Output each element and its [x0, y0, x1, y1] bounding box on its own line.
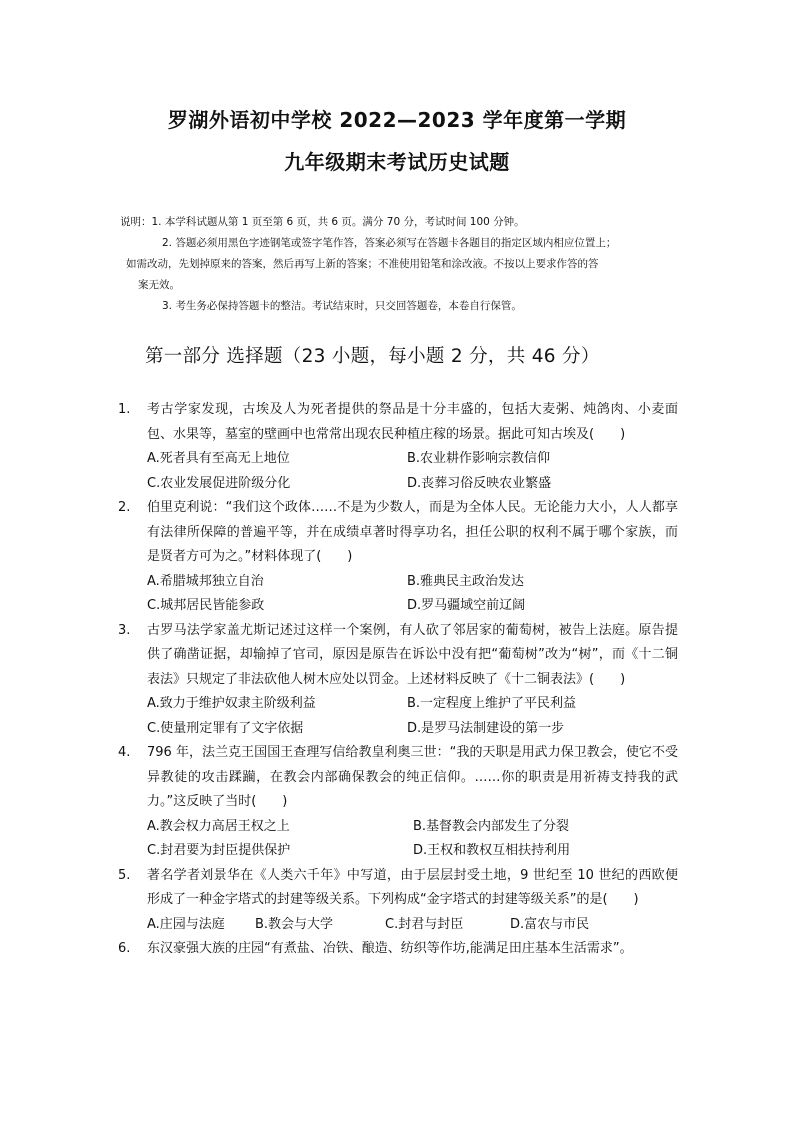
option-d: D.王权和教权互相扶持利用 — [413, 843, 571, 858]
option-d: D.是罗马法制建设的第一步 — [407, 720, 565, 736]
question-number: 4. — [118, 745, 131, 760]
instruction-1: 说明：1. 本学科试题从第 1 页至第 6 页，共 6 页。满分 70 分，考试时间 100 分钟。 — [120, 216, 525, 228]
option-c: C.封君要为封臣提供保护 — [147, 843, 291, 858]
option-b: B.一定程度上维护了平民利益 — [407, 696, 577, 711]
question-text: 考古学家发现，古埃及人为死者提供的祭品是十分丰盛的，包括大麦粥、炖鸽肉、小麦面包、水果等，墓室的壁画中也常常出现农民种植庄稼的场景。据此可知古埃及( ) — [147, 402, 678, 442]
question-2 — [118, 496, 678, 619]
section-title: 第一部分 选择题（23 小题，每小题 2 分，共 46 分） — [145, 346, 600, 367]
instruction-2-line2: 如需改动，先划掉原来的答案，然后再写上新的答案；不准使用铅笔和涂改液。不按以上要求作答的答 — [126, 258, 599, 270]
question-number: 6. — [118, 941, 131, 956]
question-5 — [118, 864, 678, 938]
instructions-label: 说明： — [120, 216, 152, 228]
option-a: A.庄园与法庭 — [147, 916, 225, 932]
question-text: 东汉豪强大族的庄园“有煮盐、冶铁、酿造、纺织等作坊,能满足田庄基本生活需求”。 — [147, 941, 633, 956]
option-c: C.城邦居民皆能参政 — [147, 598, 265, 613]
option-d: D.富农与市民 — [510, 916, 590, 932]
instruction-2-line1: 2. 答题必须用黑色字迹钢笔或签字笔作答，答案必须写在答题卡各题目的指定区域内相应位置上； — [162, 237, 617, 249]
question-1 — [118, 398, 678, 496]
question-6 — [118, 937, 678, 962]
option-b: B.教会与大学 — [255, 916, 334, 932]
option-a: A.死者具有至高无上地位 — [147, 451, 290, 466]
question-4 — [118, 741, 678, 864]
option-a: A.教会权力高居王权之上 — [147, 818, 290, 834]
exam-title-line2: 九年级期末考试历史试题 — [284, 150, 510, 174]
option-d: D.罗马疆域空前辽阔 — [407, 598, 526, 613]
question-text: 著名学者刘景华在《人类六千年》中写道，由于层层封受土地，9 世纪至 10 世纪的西欧便形成了一种金字塔式的封建等级关系。下列构成“金字塔式的封建等级关系”的是( ) — [147, 867, 678, 907]
instruction-2-line3: 案无效。 — [138, 279, 180, 291]
exam-title-line1: 罗湖外语初中学校 2022—2023 学年度第一学期 — [167, 108, 627, 132]
option-d: D.丧葬习俗反映农业繁盛 — [407, 475, 552, 491]
option-a: A.致力于维护奴隶主阶级利益 — [147, 696, 316, 711]
option-b: B.农业耕作影响宗教信仰 — [407, 451, 551, 466]
question-number: 2. — [118, 500, 131, 515]
question-number: 1. — [118, 402, 131, 417]
option-c: C.农业发展促进阶级分化 — [147, 475, 291, 491]
option-c: C.使量刑定罪有了文字依据 — [147, 720, 304, 736]
instructions — [120, 212, 680, 317]
question-number: 3. — [118, 622, 131, 638]
instruction-3: 3. 考生务必保持答题卡的整洁。考试结束时，只交回答题卷，本卷自行保管。 — [162, 300, 522, 312]
question-text: 796 年，法兰克王国国王查理写信给教皇利奥三世：“我的天职是用武力保卫教会，使它不受异教徒的攻击蹂躏，在教会内部确保教会的纯正信仰。……你的职责是用祈祷支持我的武力。”这反映了当时( ) — [147, 745, 678, 809]
option-b: B.雅典民主政治发达 — [407, 573, 525, 589]
option-a: A.希腊城邦独立自治 — [147, 573, 264, 589]
question-text: 古罗马法学家盖尤斯记述过这样一个案例，有人砍了邻居家的葡萄树，被告上法庭。原告提供了确凿证据，却输掉了官司，原因是原告在诉讼中没有把“葡萄树”改为“树”，而《十二铜表法》只规定了非法砍他人树木应处以罚金。上述材料反映了《十二铜表法》( ) — [147, 622, 678, 687]
option-b: B.基督教会内部发生了分裂 — [413, 818, 570, 834]
option-c: C.封君与封臣 — [385, 916, 464, 932]
question-list — [118, 398, 678, 962]
question-number: 5. — [118, 867, 131, 883]
question-3 — [118, 619, 678, 742]
question-text: 伯里克利说：“我们这个政体……不是为少数人，而是为全体人民。无论能力大小，人人都享有法律所保障的普遍平等，并在成绩卓著时得享功名，担任公职的权利不属于哪个家族，而是贤者方可为之。”材料体现了( ) — [147, 500, 678, 564]
